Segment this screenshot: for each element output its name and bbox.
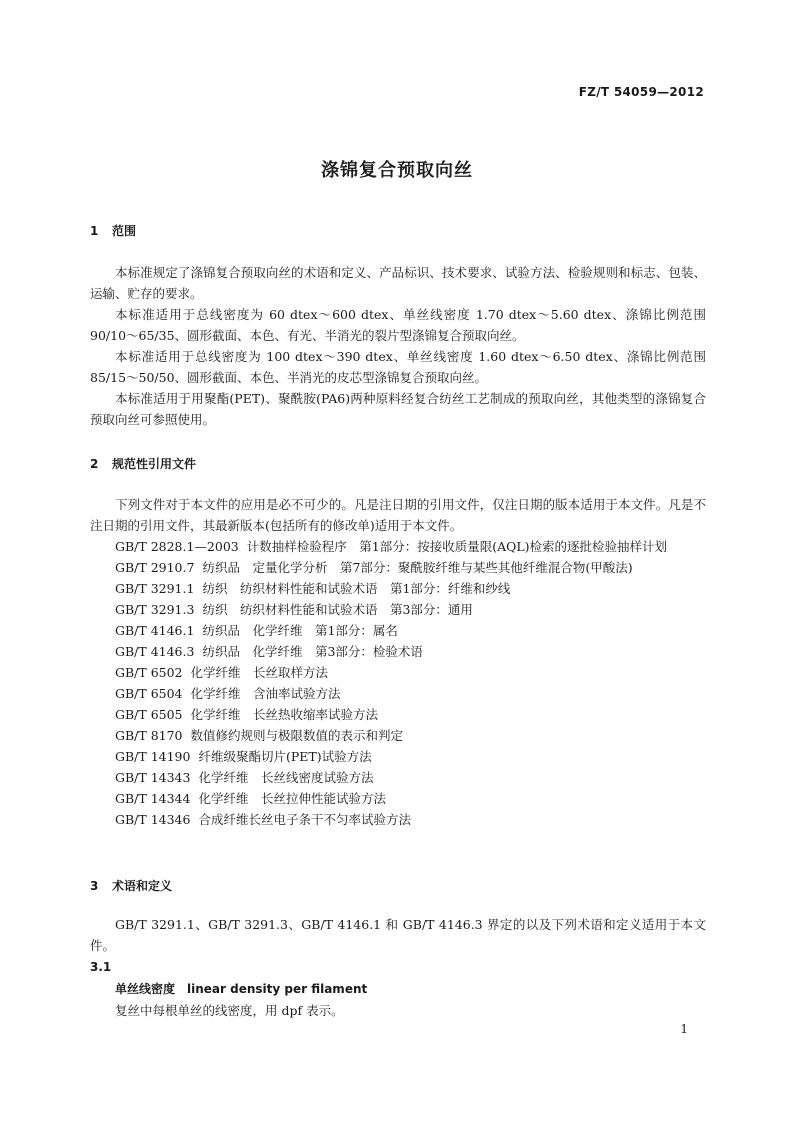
section-number: 2 (90, 457, 99, 471)
section-heading-normative-refs (90, 455, 196, 472)
term-name-en: linear density per filament (187, 982, 368, 996)
term-name (115, 980, 367, 997)
reference-item: GB/T 3291.3 纺织 纺织材料性能和试验术语 第3部分：通用 (115, 602, 473, 617)
scope-paragraph-3: 本标准适用于总线密度为 100 dtex～390 dtex、单丝线密度 1.60 dtex～6.50 dtex、涤锦比例范围 85/15～50/50、圆形截面、本色、半消光的皮芯型涤锦复合预取向丝。 (90, 349, 706, 385)
reference-item: GB/T 4146.3 纺织品 化学纤维 第3部分：检验术语 (115, 644, 423, 659)
section-title: 范围 (112, 224, 137, 238)
term-name-cn: 单丝线密度 (115, 982, 176, 996)
scope-paragraph-4: 本标准适用于用聚酯(PET)、聚酰胺(PA6)两种原料经复合纺丝工艺制成的预取向丝，其他类型的涤锦复合预取向丝可参照使用。 (90, 391, 706, 427)
scope-paragraph-1: 本标准规定了涤锦复合预取向丝的术语和定义、产品标识、技术要求、试验方法、检验规则和标志、包装、运输、贮存的要求。 (90, 265, 706, 301)
reference-item: GB/T 14344 化学纤维 长丝拉伸性能试验方法 (115, 791, 386, 806)
reference-item: GB/T 4146.1 纺织品 化学纤维 第1部分：属名 (115, 623, 398, 638)
document-title: 涤锦复合预取向丝 (321, 160, 473, 181)
reference-item: GB/T 2828.1—2003 计数抽样检验程序 第1部分：按接收质量限(AQL)检索的逐批检验抽样计划 (115, 539, 668, 554)
term-definition: 复丝中每根单丝的线密度，用 dpf 表示。 (115, 1003, 344, 1018)
reference-item: GB/T 14343 化学纤维 长丝线密度试验方法 (115, 770, 374, 785)
reference-item: GB/T 14190 纤维级聚酯切片(PET)试验方法 (115, 749, 372, 764)
reference-item: GB/T 6505 化学纤维 长丝热收缩率试验方法 (115, 707, 379, 722)
reference-list (90, 536, 706, 830)
reference-item: GB/T 2910.7 纺织品 定量化学分析 第7部分：聚酰胺纤维与某些其他纤维混合物(甲酸法) (115, 560, 633, 575)
section-heading-scope (90, 222, 136, 239)
reference-item: GB/T 6502 化学纤维 长丝取样方法 (115, 665, 329, 680)
reference-item: GB/T 3291.1 纺织 纺织材料性能和试验术语 第1部分：纤维和纱线 (115, 581, 511, 596)
reference-item: GB/T 6504 化学纤维 含油率试验方法 (115, 686, 341, 701)
section-title: 术语和定义 (112, 879, 173, 893)
section-number: 1 (90, 224, 99, 238)
scope-paragraph-2: 本标准适用于总线密度为 60 dtex～600 dtex、单丝线密度 1.70 dtex～5.60 dtex、涤锦比例范围 90/10～65/35、圆形截面、本色、有光、半消光的裂片型涤锦复合预取向丝。 (90, 307, 706, 343)
terms-intro: GB/T 3291.1、GB/T 3291.3、GB/T 4146.1 和 GB/T 4146.3 界定的以及下列术语和定义适用于本文件。 (90, 917, 706, 953)
reference-item: GB/T 8170 数值修约规则与极限数值的表示和判定 (115, 728, 404, 743)
section-heading-terms (90, 877, 172, 894)
term-number: 3.1 (90, 960, 112, 974)
standard-number: FZ/T 54059—2012 (578, 85, 704, 99)
normative-refs-intro: 下列文件对于本文件的应用是必不可少的。凡是注日期的引用文件，仅注日期的版本适用于本文件。凡是不注日期的引用文件，其最新版本(包括所有的修改单)适用于本文件。 (90, 497, 706, 533)
page-number: 1 (680, 1022, 688, 1036)
reference-item: GB/T 14346 合成纤维长丝电子条干不匀率试验方法 (115, 812, 411, 827)
section-number: 3 (90, 879, 99, 893)
section-title: 规范性引用文件 (112, 457, 197, 471)
